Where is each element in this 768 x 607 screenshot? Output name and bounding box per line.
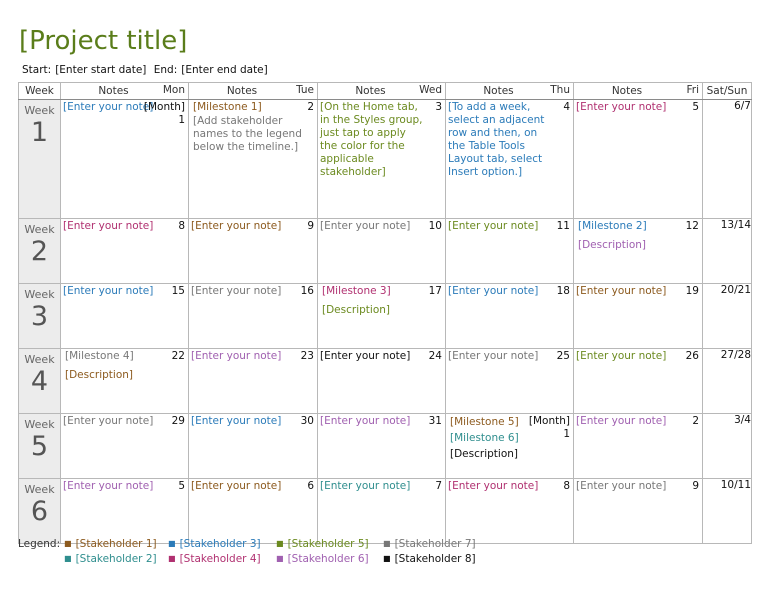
calendar-table (18, 82, 752, 544)
day-number: 5 (692, 101, 699, 113)
note-subtext[interactable]: [Milestone 6] (450, 432, 519, 444)
legend-item-text: [Stakeholder 6] (287, 553, 369, 565)
day-cell[interactable] (318, 479, 446, 544)
day-number: 11 (556, 220, 570, 232)
week-label: Week (24, 223, 55, 236)
date-range (22, 64, 272, 76)
note-text[interactable]: [Enter your note] (63, 415, 154, 427)
note-text[interactable]: [Enter your note] (191, 415, 282, 427)
note-text[interactable]: [Enter your note] (63, 480, 154, 492)
day-number: 12 (685, 220, 699, 232)
legend-item[interactable] (64, 538, 157, 550)
week-row (19, 284, 752, 349)
day-number-with-month (529, 415, 570, 441)
day-cell[interactable] (189, 284, 318, 349)
week-label: Week (24, 418, 55, 431)
day-cell[interactable] (189, 349, 318, 414)
day-number: 9 (692, 480, 699, 492)
day-number: 16 (300, 285, 314, 297)
day-cell[interactable] (189, 479, 318, 544)
day-name: Fri (686, 84, 699, 96)
week-row (19, 349, 752, 414)
note-text[interactable]: [Milestone 4] (65, 350, 134, 362)
note-text[interactable]: [Enter your note] (576, 285, 667, 297)
start-date-field[interactable]: [Enter start date] (55, 64, 147, 76)
week-label-cell (19, 100, 61, 219)
month-placeholder[interactable]: [Month] (528, 415, 570, 427)
legend-item[interactable] (276, 553, 369, 565)
weekend-dates: 20/21 (703, 284, 752, 349)
day-number: 23 (300, 350, 314, 362)
day-cell[interactable] (574, 219, 703, 284)
week-label-cell (19, 349, 61, 414)
day-number: 8 (563, 480, 570, 492)
weekend-dates: 13/14 (703, 219, 752, 284)
day-header-fri (574, 83, 703, 100)
note-text[interactable]: [Enter your note] (576, 101, 667, 113)
week-number: 6 (30, 496, 49, 527)
note-subtext[interactable]: [Add stakeholder names to the legend below the timeline.] (193, 115, 302, 153)
day-number: 26 (685, 350, 699, 362)
day-number: 29 (171, 415, 185, 427)
legend-bullet-icon: ■ (168, 554, 176, 563)
day-number: 4 (563, 101, 570, 113)
legend-item[interactable] (168, 553, 261, 565)
note-text[interactable]: [Enter your note] (191, 480, 282, 492)
day-number: 8 (178, 220, 185, 232)
day-cell[interactable] (61, 414, 189, 479)
legend-item-text: [Stakeholder 1] (75, 538, 157, 550)
note-text[interactable]: [Enter your note] (320, 480, 411, 492)
note-text[interactable]: [Enter your note] (191, 220, 282, 232)
day-cell[interactable] (446, 414, 574, 479)
day-cell[interactable] (318, 100, 446, 219)
note-text[interactable]: [Enter your note] (320, 350, 411, 362)
day-name: Thu (550, 84, 570, 96)
end-date-field[interactable]: [Enter end date] (181, 64, 268, 76)
end-label: End: (153, 64, 178, 76)
day-number: 15 (171, 285, 185, 297)
legend-item-text: [Stakeholder 3] (179, 538, 261, 550)
day-cell[interactable] (318, 349, 446, 414)
day-number: 6 (307, 480, 314, 492)
legend-item[interactable] (168, 538, 261, 550)
day-cell[interactable] (574, 284, 703, 349)
day-number-with-month (144, 101, 185, 127)
legend-item[interactable] (383, 538, 476, 550)
legend-bullet-icon: ■ (276, 554, 284, 563)
day-number: 7 (435, 480, 442, 492)
day-cell[interactable] (61, 349, 189, 414)
note-text[interactable]: [Enter your note] (576, 415, 667, 427)
note-text[interactable]: [Milestone 3] (322, 285, 391, 297)
day-number: 25 (556, 350, 570, 362)
week-label: Week (24, 288, 55, 301)
day-cell[interactable] (61, 219, 189, 284)
satsun-header: Sat/Sun (703, 83, 752, 100)
week-label-cell (19, 219, 61, 284)
note-text[interactable]: [Enter your note] (63, 101, 154, 113)
week-label-cell (19, 284, 61, 349)
week-row (19, 219, 752, 284)
legend-item-text: [Stakeholder 7] (394, 538, 476, 550)
note-text[interactable]: [To add a week, select an adjacent row and then, on the Table Tools Layout tab, select Insert option.] (448, 101, 545, 178)
legend-bullet-icon: ■ (383, 554, 391, 563)
week-label: Week (24, 483, 55, 496)
day-number: 5 (178, 480, 185, 492)
notes-header: Notes (611, 85, 643, 97)
week-number: 2 (30, 236, 49, 267)
note-text[interactable]: [Enter your note] (448, 480, 539, 492)
day-name: Mon (162, 84, 185, 96)
day-number: 31 (428, 415, 442, 427)
note-text[interactable]: [Enter your note] (320, 415, 411, 427)
day-number: 24 (428, 350, 442, 362)
week-label: Week (24, 353, 55, 366)
day-number: 2 (307, 101, 314, 113)
day-cell[interactable] (189, 219, 318, 284)
note-text[interactable]: [Milestone 2] (578, 220, 647, 232)
day-cell[interactable] (574, 349, 703, 414)
note-text[interactable]: [Enter your note] (576, 480, 667, 492)
week-label: Week (24, 104, 55, 117)
day-name: Tue (296, 84, 314, 96)
day-cell[interactable] (446, 219, 574, 284)
note-text[interactable]: [Enter your note] (448, 220, 539, 232)
legend-item[interactable] (64, 553, 157, 565)
week-number: 3 (30, 301, 49, 332)
legend-label: Legend: (18, 538, 61, 550)
calendar-header-row (19, 83, 752, 100)
day-header-tue (189, 83, 318, 100)
weekend-dates: 6/7 (703, 100, 752, 219)
day-number: 19 (685, 285, 699, 297)
week-label-cell (19, 479, 61, 544)
week-row (19, 100, 752, 219)
note-text[interactable]: [Enter your note] (63, 220, 154, 232)
month-placeholder[interactable]: [Month] (143, 101, 185, 113)
day-name: Wed (419, 84, 442, 96)
note-text[interactable]: [Enter your note] (191, 350, 282, 362)
day-header-mon (61, 83, 189, 100)
notes-header: Notes (355, 85, 386, 97)
note-text[interactable]: [Enter your note] (320, 220, 411, 232)
note-text[interactable]: [Milestone 1] (193, 101, 262, 113)
day-cell[interactable] (574, 100, 703, 219)
note-subtext[interactable]: [Description] (322, 304, 390, 316)
day-cell[interactable] (574, 414, 703, 479)
day-cell[interactable] (61, 284, 189, 349)
day-number: 10 (428, 220, 442, 232)
week-number: 1 (30, 117, 49, 148)
week-number: 4 (30, 366, 49, 397)
day-number: 18 (556, 285, 570, 297)
legend-bullet-icon: ■ (64, 539, 72, 548)
day-cell[interactable] (318, 414, 446, 479)
day-cell[interactable] (61, 479, 189, 544)
day-number: 17 (428, 285, 442, 297)
note-text[interactable]: [Enter your note] (63, 285, 154, 297)
note-text[interactable]: [Enter your note] (448, 285, 539, 297)
day-header-thu (446, 83, 574, 100)
week-label-cell (19, 414, 61, 479)
legend-bullet-icon: ■ (383, 539, 391, 548)
day-cell[interactable] (446, 100, 574, 219)
day-cell[interactable] (189, 100, 318, 219)
day-number: 30 (300, 415, 314, 427)
day-cell[interactable] (318, 219, 446, 284)
day-cell[interactable] (574, 479, 703, 544)
note-text[interactable]: [Enter your note] (448, 350, 539, 362)
legend-item[interactable] (276, 538, 369, 550)
notes-header: Notes (226, 85, 258, 97)
day-number: 1 (178, 114, 185, 126)
day-header-wed (318, 83, 446, 100)
legend-item-text: [Stakeholder 8] (394, 553, 476, 565)
day-number: 1 (563, 428, 570, 440)
week-row (19, 414, 752, 479)
legend-bullet-icon: ■ (168, 539, 176, 548)
note-text[interactable]: [Milestone 5] (450, 416, 519, 428)
day-number: 9 (307, 220, 314, 232)
legend-item[interactable] (383, 553, 476, 565)
weekend-dates: 27/28 (703, 349, 752, 414)
note-subtext[interactable]: [Description] (578, 239, 646, 251)
weekend-dates: 3/4 (703, 414, 752, 479)
day-cell[interactable] (446, 349, 574, 414)
week-row (19, 479, 752, 544)
notes-header: Notes (483, 85, 514, 97)
weekend-dates: 10/11 (703, 479, 752, 544)
week-column-header: Week (19, 83, 61, 100)
day-cell[interactable] (446, 479, 574, 544)
day-cell[interactable] (189, 414, 318, 479)
project-title[interactable]: [Project title] (19, 26, 188, 56)
day-cell[interactable] (446, 284, 574, 349)
week-number: 5 (30, 431, 49, 462)
note-text[interactable]: [On the Home tab, in the Styles group, just tap to apply the color for the applicable stakeholder] (320, 101, 423, 178)
note-subtext[interactable]: [Description] (450, 448, 518, 460)
note-text[interactable]: [Enter your note] (576, 350, 667, 362)
start-label: Start: (22, 64, 52, 76)
day-number: 3 (435, 101, 442, 113)
day-cell[interactable] (318, 284, 446, 349)
legend-item-text: [Stakeholder 5] (287, 538, 369, 550)
note-subtext[interactable]: [Description] (65, 369, 133, 381)
day-number: 2 (692, 415, 699, 427)
notes-header: Notes (98, 85, 129, 97)
day-cell[interactable] (61, 100, 189, 219)
note-text[interactable]: [Enter your note] (191, 285, 282, 297)
legend-bullet-icon: ■ (64, 554, 72, 563)
legend-item-text: [Stakeholder 4] (179, 553, 261, 565)
legend-bullet-icon: ■ (276, 539, 284, 548)
day-number: 22 (171, 350, 185, 362)
legend-item-text: [Stakeholder 2] (75, 553, 157, 565)
